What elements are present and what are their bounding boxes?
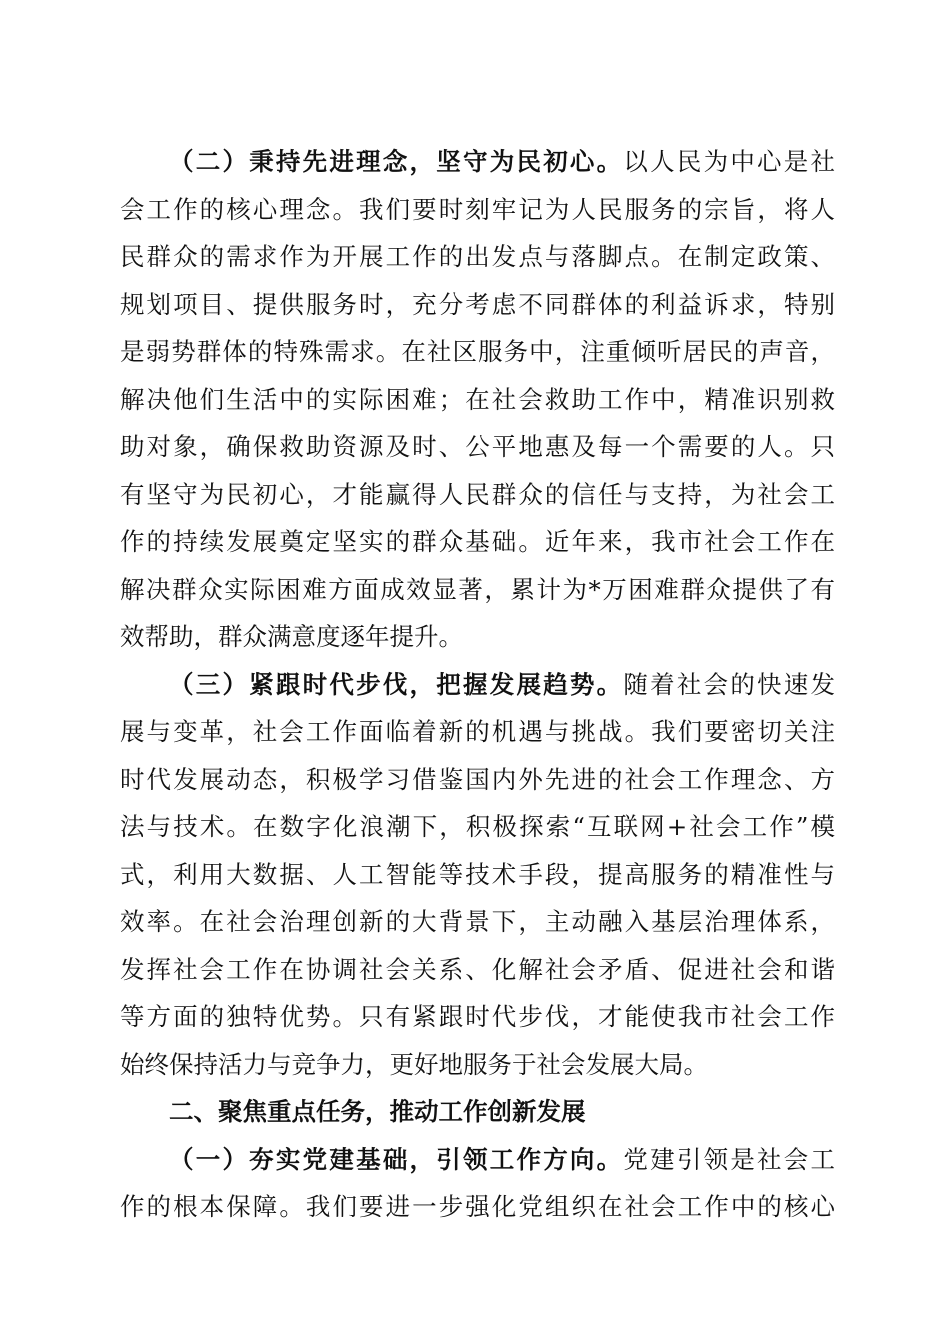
paragraph-line: 式，利用大数据、人工智能等技术手段，提高服务的精准性与 [120,859,835,889]
subsection-title: （二）秉持先进理念，坚守为民初心。 [169,147,624,176]
subsection-title: （三）紧跟时代步伐，把握发展趋势。 [169,669,624,699]
paragraph-line: 发挥社会工作在协调社会关系、化解社会矛盾、促进社会和谐 [120,954,835,984]
paragraph-line: 始终保持活力与竞争力，更好地服务于社会发展大局。 [120,1049,708,1079]
subsection-title: （一）夯实党建基础，引领工作方向。 [169,1144,624,1174]
paragraph-line: 时代发展动态，积极学习借鉴国内外先进的社会工作理念、方 [120,764,835,794]
paragraph-text: 党建引领是社会工 [623,1144,835,1174]
section-heading: 二、聚焦重点任务，推动工作创新发展 [169,1097,586,1126]
paragraph-text: 以人民为中心是社 [623,147,835,176]
paragraph-line: 有坚守为民初心，才能赢得人民群众的信任与支持，为社会工 [120,479,835,509]
paragraph-line: 解决他们生活中的实际困难；在社会救助工作中，精准识别救 [120,384,835,414]
paragraph-line: 等方面的独特优势。只有紧跟时代步伐，才能使我市社会工作 [120,1002,835,1031]
paragraph-line [120,138,835,186]
paragraph-line: 解决群众实际困难方面成效显著，累计为*万困难群众提供了有 [120,574,835,604]
paragraph-line: 助对象，确保救助资源及时、公平地惠及每一个需要的人。只 [120,432,835,461]
paragraph-text: 随着社会的快速发 [623,669,835,699]
paragraph-line [120,661,835,709]
paragraph-line: 规划项目、提供服务时，充分考虑不同群体的利益诉求，特别 [120,289,835,319]
paragraph-line: 法与技术。在数字化浪潮下，积极探索“互联网+社会工作”模 [120,812,835,841]
paragraph-line: 效帮助，群众满意度逐年提升。 [120,622,463,651]
paragraph-line: 作的持续发展奠定坚实的群众基础。近年来，我市社会工作在 [120,527,835,556]
paragraph-line: 作的根本保障。我们要进一步强化党组织在社会工作中的核心 [120,1192,835,1221]
paragraph-line: 会工作的核心理念。我们要时刻牢记为人民服务的宗旨，将人 [120,194,835,224]
paragraph-line: 是弱势群体的特殊需求。在社区服务中，注重倾听居民的声音， [120,337,835,366]
paragraph-line: 展与变革，社会工作面临着新的机遇与挑战。我们要密切关注 [120,717,835,746]
paragraph-line: 民群众的需求作为开展工作的出发点与落脚点。在制定政策、 [120,242,835,271]
body-text [120,138,835,1231]
paragraph-line: 效率。在社会治理创新的大背景下，主动融入基层治理体系， [120,907,835,936]
paragraph-line [120,1136,835,1184]
